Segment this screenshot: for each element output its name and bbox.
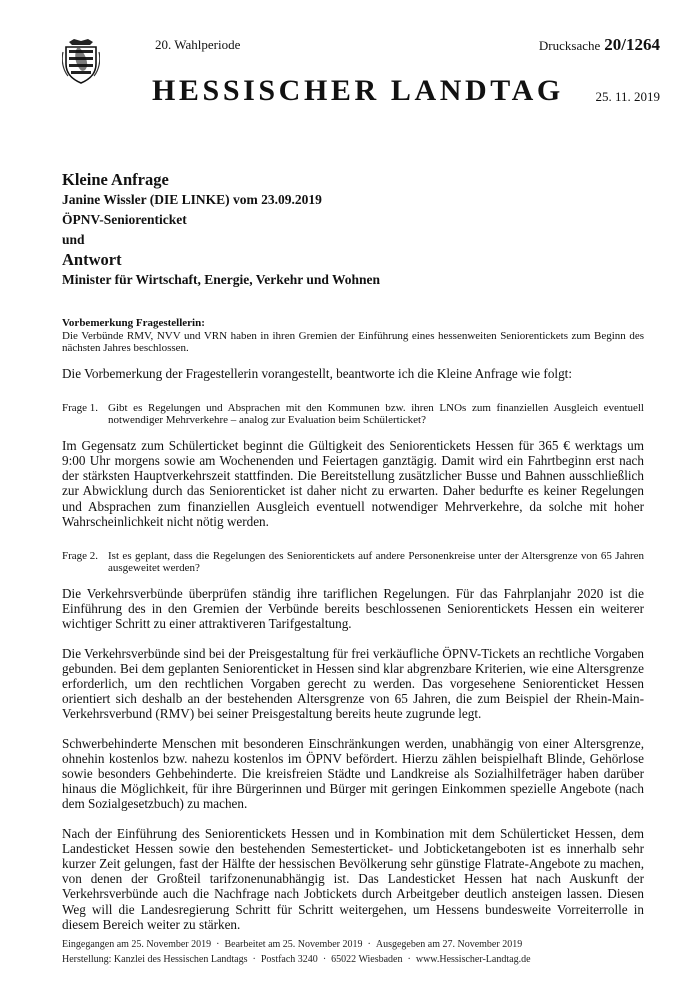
- antwort-2-paragraph-3: Schwerbehinderte Menschen mit besonderen Einschränkungen werden, unabhängig von einer Altersgrenze, ohnehin kostenlos bzw. nahezu kostenlos im ÖPNV befördert. Hierzu zählen beispielhaft Blinde, Gehörlose sowie besonders Gehbehinderte. Die kreisfreien Städte und Landkreise als Sozialhilfeträger haben darüber hinaus die Möglichkeit, für ihre Bürgerinnen und Bürger mit geringen Einkommen spezielle Angebote (nach dem Sozialgesetzbuch) zu machen.: [62, 735, 644, 812]
- antwort-2-paragraph-1: Die Verkehrsverbünde überprüfen ständig ihre tariflichen Regelungen. Für das Fahrplanjahr 2020 ist die Einführung des in den Gremien der Verbünde bereits beschlossenen Seniorentickets Hessen ein weiterer wichtiger Schritt zu einer attraktiveren Tarifgestaltung.: [62, 585, 644, 632]
- drucksache: [539, 35, 660, 55]
- footer-line-1: [62, 937, 531, 952]
- hessen-lion-crest-icon: [62, 38, 100, 84]
- antwort-heading: Antwort: [62, 250, 122, 269]
- minister-line: Minister für Wirtschaft, Energie, Verkehr und Wohnen: [62, 272, 381, 287]
- page-title: HESSISCHER LANDTAG: [152, 74, 564, 107]
- footer-separator: ·: [252, 954, 256, 965]
- vorbemerkung-text: Die Verbünde RMV, NVV und VRN haben in ihren Gremien der Einführung eines hessenweiten Seniorentickets zum Beginn des nächsten Jahres beschlossen.: [62, 329, 644, 354]
- frage-1-text: Gibt es Regelungen und Absprachen mit den Kommunen bzw. ihren LNOs zum finanziellen Ausgleich eventuell notwendiger Mehrverkehre – analog zur Evaluation beim Schülerticket?: [108, 401, 644, 427]
- intro-paragraph: Die Vorbemerkung der Fragestellerin vorangestellt, beantworte ich die Kleine Anfrage wie folgt:: [62, 365, 572, 381]
- footer-separator: ·: [367, 939, 371, 950]
- frage-2-label: Frage 2.: [62, 549, 99, 562]
- footer-herstellung: Herstellung: Kanzlei des Hessischen Landtags: [62, 954, 248, 965]
- frage-1: [62, 402, 644, 427]
- footer-eingegangen: Eingegangen am 25. November 2019: [62, 939, 212, 950]
- footer-postfach: Postfach 3240: [260, 954, 318, 965]
- antwort-2-paragraph-2: Die Verkehrsverbünde sind bei der Preisgestaltung für frei verkäufliche ÖPNV-Tickets an rechtliche Vorgaben gebunden. Bei dem geplanten Seniorenticket in Hessen sind klar abgrenzbare Kriterien, wie eine Altersgrenze erforderlich, um den rechtlichen Vorgaben gerecht zu werden. Das vorgesehene Seniorenticket Hessen orientiert sich deshalb an der bestehenden Altersgrenze von 65 Jahren, die zum Beispiel der Rhein-Main-Verkehrsverbund (RMV) bei seiner Preisgestaltung bereits heute zugrunde legt.: [62, 645, 644, 722]
- frage-2: [62, 550, 644, 575]
- footer-separator: ·: [216, 939, 220, 950]
- author-line: Janine Wissler (DIE LINKE) vom 23.09.2019: [62, 192, 322, 207]
- footer-ort: 65022 Wiesbaden: [331, 954, 403, 965]
- kleine-anfrage-heading: Kleine Anfrage: [62, 170, 169, 189]
- title-block: [62, 170, 652, 290]
- antwort-1-paragraph: Im Gegensatz zum Schülerticket beginnt die Gültigkeit des Seniorentickets Hessen für 365 € werktags um 9:00 Uhr morgens sowie am Wochenenden und Feiertagen ganztägig. Damit wird ein Fahrtbeginn erst nach der stärksten Hauptverkehrszeit stattfinden. Die Bereitstellung zusätzlicher Busse und Bahnen ausschließlich zur Abwicklung durch das Seniorenticket ist daher nicht zu erwarten. Daher bedurfte es keiner Regelungen und Absprachen zum finanziellen Ausgleich eventuell notwendiger Mehrverkehre, da solche mit hoher Wahrscheinlichkeit nicht nötig werden.: [62, 437, 644, 529]
- drucksache-number: 20/1264: [604, 35, 660, 54]
- drucksache-label: Drucksache: [538, 38, 601, 53]
- wahlperiode: 20. Wahlperiode: [155, 37, 241, 52]
- document-date: 25. 11. 2019: [595, 89, 660, 104]
- footer-separator: ·: [322, 954, 327, 965]
- footer: [62, 937, 531, 967]
- frage-2-text: Ist es geplant, dass die Regelungen des Seniorentickets auf andere Personenkreise unter der Altersgrenze von 65 Jahren ausgeweitet werden?: [108, 549, 644, 575]
- footer-line-2: [62, 952, 531, 967]
- footer-website[interactable]: www.Hessischer-Landtag.de: [415, 954, 531, 965]
- footer-bearbeitet: Bearbeitet am 25. November 2019: [224, 939, 363, 950]
- antwort-2-paragraph-4: Nach der Einführung des Seniorentickets Hessen und in Kombination mit dem Schülerticket Hessen, dem Landesticket Hessen sowie den bestehenden Semesterticket- und Jobticketangeboten ist es innerhalb sehr kurzer Zeit gelungen, fast der Hälfte der hessischen Bevölkerung sehr günstige Flatrate-Angebote zu machen, von denen der Großteil tarifzonenunabhängig ist. Das Landesticket Hessen hat nach Auskunft der Verkehrsverbünde auch die Nachfrage nach Jobtickets durch Arbeitgeber deutlich ansteigen lassen. Diesen Weg will die Landesregierung Schritt für Schritt weitergehen, um Hessens bundesweite Vorreiterrolle in diesem Bereich weiter zu stärken.: [62, 825, 644, 932]
- subject-line: ÖPNV-Seniorenticket: [62, 212, 187, 227]
- und-line: und: [62, 232, 85, 247]
- footer-separator: ·: [407, 954, 411, 965]
- frage-1-label: Frage 1.: [62, 401, 99, 414]
- vorbemerkung-label: Vorbemerkung Fragestellerin:: [62, 317, 205, 329]
- document-body: [62, 317, 644, 932]
- footer-ausgegeben: Ausgegeben am 27. November 2019: [375, 939, 523, 950]
